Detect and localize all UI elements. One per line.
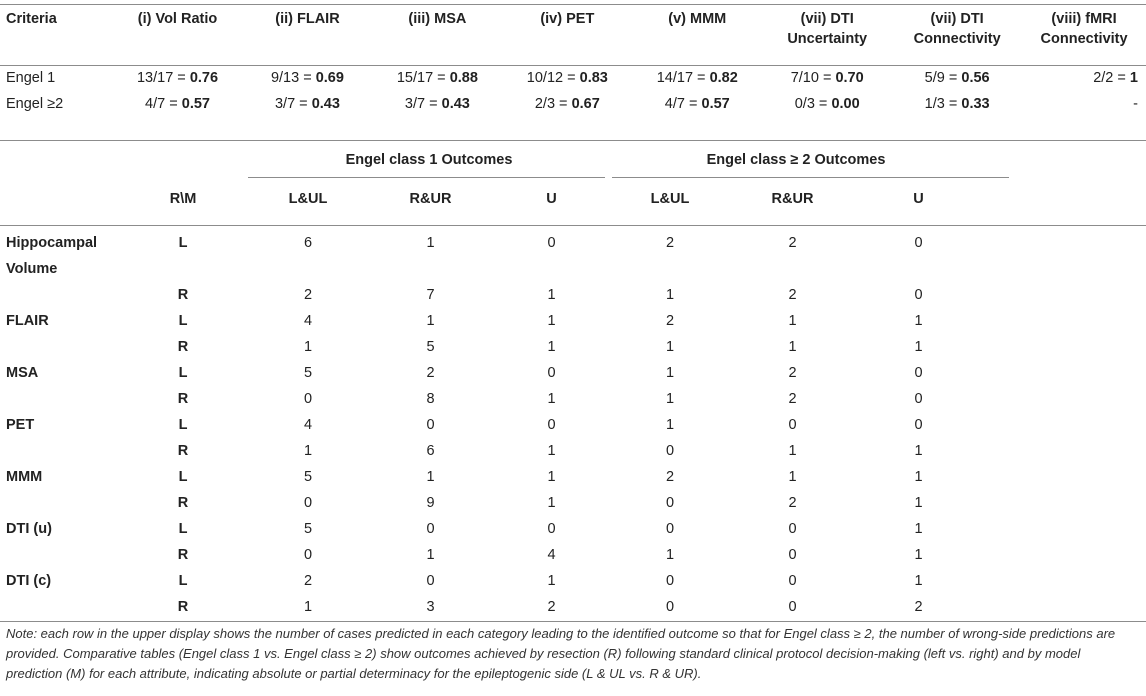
summary-header-cell [762,9,892,52]
criteria-label: DTI (c) [6,573,52,589]
summary-spacer-row [0,52,1146,65]
count-cell: 2 [547,599,556,615]
summary-cell: 4/7 = 0.57 [145,96,210,112]
summary-header-cell [502,9,632,52]
count-cell: 1 [665,547,675,563]
summary-value: 0.69 [315,70,344,86]
blank-cell [982,334,1146,360]
count-cell: 1 [547,339,556,355]
count-cell: 1 [914,313,923,329]
header-text: (iii) MSA [408,11,467,27]
count-cell: 2 [665,469,675,485]
summary-fraction: 15/17 [396,70,434,86]
count-cell: 1 [426,235,435,251]
count-cell: 6 [426,443,435,459]
summary-fraction: 2/3 [534,96,556,112]
summary-header-cell [113,9,243,52]
outcome-row [0,568,1146,594]
blank-cell [982,146,1146,179]
count-cell: 1 [665,287,675,303]
blank-cell [0,146,118,179]
top-rule [0,4,1146,5]
summary-fraction: 1/3 [924,96,945,112]
resection-side: R [177,547,189,563]
summary-cell: 7/10 = 0.70 [790,70,864,86]
count-cell: 2 [788,365,797,381]
table-footnote: Note: each row in the upper display shows the number of cases predicted in each category leading to the identified outcome so that for Engel class ≥ 2, the number of wrong-side predictions are provided. Comparative tables (Engel class 1 vs. Engel class ≥ 2) show outcomes achieved by resection (R) following standard clinical protocol decision-making (left vs. right) and by model prediction (M) for each attribute, indicating absolute or partial determinacy for the epileptogenic side (L & UL vs. R & UR). [6,626,1116,681]
count-cell: 0 [665,599,675,615]
blank-cell [0,282,118,308]
spacer-cell [242,52,372,65]
blank-cell [118,146,248,179]
summary-text: - [1133,96,1138,112]
subheader-row [0,179,1146,227]
blank-cell [0,334,118,360]
count-cell: 6 [303,235,313,251]
outcome-row [0,438,1146,464]
header-text: (ii) FLAIR [275,11,340,27]
count-cell: 5 [303,469,313,485]
summary-cell: 0/3 = 0.00 [794,96,860,112]
count-cell: 0 [426,521,435,537]
count-cell: 0 [788,573,797,589]
blank-cell [982,464,1146,490]
blank-cell [982,308,1146,334]
count-cell: 8 [426,391,435,407]
count-cell: 1 [914,339,923,355]
summary-cell: 5/9 = 0.56 [924,70,990,86]
header-text: (vii) DTI [930,11,984,27]
blank-cell [982,568,1146,594]
count-cell: 4 [303,417,313,433]
summary-fraction: 3/7 [404,96,426,112]
summary-value: 0.56 [961,70,990,86]
criteria-label: PET [6,417,35,433]
blank-cell [0,490,118,516]
count-cell: 1 [914,573,923,589]
count-cell: 1 [665,391,675,407]
count-cell: 5 [303,365,313,381]
count-cell: 1 [303,599,313,615]
resection-side: L [178,469,188,485]
resection-side: R [177,599,189,615]
summary-header-cell [0,9,113,52]
resection-side: L [178,573,188,589]
resection-side: R [177,339,189,355]
count-cell: 1 [665,365,675,381]
blank-cell [0,386,118,412]
count-cell: 1 [914,443,923,459]
blank-cell [982,412,1146,438]
criteria-label: MMM [6,469,43,485]
outcome-column-header: L&UL [650,191,690,207]
summary-cell: 14/17 = 0.82 [656,70,738,86]
outcome-row [0,308,1146,334]
count-cell: 0 [547,235,556,251]
outcome-row [0,227,1146,282]
summary-fraction: 10/12 [526,70,564,86]
outcome-row [0,334,1146,360]
count-cell: 2 [665,235,675,251]
blank-cell [982,490,1146,516]
summary-header-cell [242,9,372,52]
count-cell: 1 [547,495,556,511]
outcomes-table [0,146,1146,620]
count-cell: 1 [426,313,435,329]
count-cell: 4 [303,313,313,329]
blank-cell [982,594,1146,620]
outcome-row [0,516,1146,542]
resection-side: R [177,391,189,407]
summary-cell [1022,91,1146,117]
blank-cell [0,594,118,620]
count-cell: 0 [914,365,923,381]
blank-cell [982,227,1146,282]
subheader-rule [0,225,1146,226]
resection-side: L [178,235,188,251]
summary-fraction: 9/13 [270,70,300,86]
header-text: Connectivity [1040,31,1128,47]
count-cell: 1 [788,443,797,459]
blank-cell [0,542,118,568]
count-cell: 0 [788,417,797,433]
criteria-label: FLAIR [6,313,49,329]
count-cell: 0 [665,521,675,537]
summary-header-cell [1022,9,1146,52]
summary-fraction: 5/9 [924,70,945,86]
blank-cell [0,438,118,464]
summary-cell: 10/12 = 0.83 [526,70,608,86]
blank-cell [982,386,1146,412]
summary-row [0,65,1146,91]
count-cell: 1 [547,287,556,303]
count-cell: 5 [303,521,313,537]
header-text: (v) MMM [668,11,727,27]
summary-row-label: Engel ≥2 [6,96,64,112]
summary-header-row [0,9,1146,52]
outcome-column-header: R&UR [409,191,452,207]
count-cell: 1 [547,313,556,329]
spacer-cell [762,52,892,65]
engel-2-group-rule [612,177,1009,178]
summary-cell: 9/13 = 0.69 [270,70,344,86]
summary-value: 1 [1129,70,1138,86]
summary-fraction: 13/17 [136,70,174,86]
blank-cell [982,179,1146,227]
count-cell: 1 [547,443,556,459]
resection-side: L [178,365,188,381]
count-cell: 9 [426,495,435,511]
count-cell: 0 [665,573,675,589]
count-cell: 7 [426,287,435,303]
blank-cell [982,360,1146,386]
count-cell: 0 [914,235,923,251]
count-cell: 1 [303,339,313,355]
summary-value: 0.43 [441,96,470,112]
summary-value: 0.83 [579,70,608,86]
count-cell: 4 [547,547,556,563]
summary-value: 0.57 [701,96,730,112]
count-cell: 2 [303,573,313,589]
resection-side: L [178,313,188,329]
count-cell: 1 [547,573,556,589]
count-cell: 0 [788,547,797,563]
outcome-row [0,464,1146,490]
spacer-cell [372,52,502,65]
summary-cell: 4/7 = 0.57 [664,96,730,112]
spacer-cell [632,52,762,65]
spacer-cell [502,52,632,65]
blank-cell [982,516,1146,542]
count-cell: 0 [303,495,313,511]
summary-cell: 1/3 = 0.33 [924,96,990,112]
count-cell: 2 [788,495,797,511]
count-cell: 0 [547,521,556,537]
count-cell: 1 [788,469,797,485]
summary-value: 0.82 [709,70,738,86]
count-cell: 2 [426,365,435,381]
header-text: Connectivity [913,31,1001,47]
resection-side: R [177,443,189,459]
outcome-column-header: L&UL [288,191,328,207]
outcome-column-header: U [913,191,924,207]
count-cell: 0 [914,287,923,303]
count-cell: 2 [788,235,797,251]
outcome-row [0,282,1146,308]
count-cell: 1 [914,547,923,563]
count-cell: 3 [426,599,435,615]
outcome-row [0,360,1146,386]
summary-value: 0.76 [189,70,219,86]
outcome-column-header: R&UR [771,191,814,207]
count-cell: 1 [914,521,923,537]
summary-fraction: 4/7 [664,96,685,112]
count-cell: 1 [426,469,435,485]
summary-value: 0.57 [181,96,210,112]
count-cell: 0 [665,495,675,511]
summary-row-label: Engel 1 [6,70,56,86]
count-cell: 2 [788,287,797,303]
count-cell: 1 [547,391,556,407]
outcome-column-header: U [546,191,557,207]
summary-cell: 2/2 = 1 [1093,70,1138,86]
count-cell: 1 [914,469,923,485]
summary-row [0,91,1146,117]
spacer-cell [0,52,113,65]
count-cell: 0 [788,599,797,615]
resection-side: L [178,417,188,433]
count-cell: 1 [914,495,923,511]
resection-side: R [177,287,189,303]
engel-1-group-rule [248,177,605,178]
summary-header-cell [632,9,762,52]
spacer-cell [113,52,243,65]
summary-header-cell [372,9,502,52]
outcome-row [0,386,1146,412]
summary-fraction: 0/3 [794,96,815,112]
count-cell: 0 [547,417,556,433]
summary-fraction: 7/10 [790,70,819,86]
count-cell: 0 [665,443,675,459]
count-cell: 1 [788,339,797,355]
outcome-row [0,412,1146,438]
summary-header-cell [892,9,1022,52]
count-cell: 1 [426,547,435,563]
group-header-row [0,146,1146,179]
summary-cell: 3/7 = 0.43 [274,96,340,112]
summary-cell: 2/3 = 0.67 [534,96,600,112]
summary-cell: 15/17 = 0.88 [396,70,478,86]
header-text: (viii) fMRI [1051,11,1117,27]
header-text: Criteria [6,11,57,27]
header-text: (i) Vol Ratio [137,11,218,27]
count-cell: 1 [788,313,797,329]
summary-fraction: 3/7 [274,96,296,112]
summary-value: 0.70 [835,70,864,86]
header-rule [0,65,1146,66]
count-cell: 0 [788,521,797,537]
summary-value: 0.88 [449,70,478,86]
outcome-row [0,490,1146,516]
count-cell: 0 [426,417,435,433]
resection-side: R [177,495,189,511]
summary-fraction: 14/17 [656,70,694,86]
blank-cell [982,542,1146,568]
count-cell: 5 [426,339,435,355]
count-cell: 0 [426,573,435,589]
summary-value: 0.33 [961,96,990,112]
summary-value: 0.00 [831,96,860,112]
count-cell: 0 [303,391,313,407]
count-cell: 2 [665,313,675,329]
engel-2-group-header: Engel class ≥ 2 Outcomes [706,152,886,168]
count-cell: 2 [914,599,923,615]
header-text: (iv) PET [540,11,595,27]
header-text: (vii) DTI [800,11,854,27]
count-cell: 2 [303,287,313,303]
summary-value: 0.67 [571,96,600,112]
spacer-cell [892,52,1022,65]
blank-cell [982,282,1146,308]
count-cell: 0 [914,417,923,433]
blank-cell [0,179,118,227]
outcome-row [0,594,1146,620]
criteria-label: MSA [6,365,39,381]
rm-header: R\M [169,191,197,207]
summary-cell: 13/17 = 0.76 [136,70,219,86]
count-cell: 1 [665,339,675,355]
count-cell: 1 [303,443,313,459]
bottom-rule [0,621,1146,622]
summary-value: 0.43 [311,96,340,112]
resection-side: L [178,521,188,537]
count-cell: 1 [665,417,675,433]
summary-table [0,9,1146,117]
engel-1-group-header: Engel class 1 Outcomes [345,152,513,168]
blank-cell [982,438,1146,464]
spacer-cell [1022,52,1146,65]
summary-fraction: 2/2 [1093,70,1114,86]
criteria-label: DTI (u) [6,521,52,537]
count-cell: 0 [303,547,313,563]
section-divider-rule [0,140,1146,141]
count-cell: 2 [788,391,797,407]
count-cell: 0 [547,365,556,381]
criteria-label: Hippocampal Volume [6,235,98,277]
count-cell: 0 [914,391,923,407]
summary-cell: 3/7 = 0.43 [404,96,470,112]
header-text: Uncertainty [787,31,868,47]
summary-fraction: 4/7 [145,96,166,112]
count-cell: 1 [547,469,556,485]
outcome-row [0,542,1146,568]
